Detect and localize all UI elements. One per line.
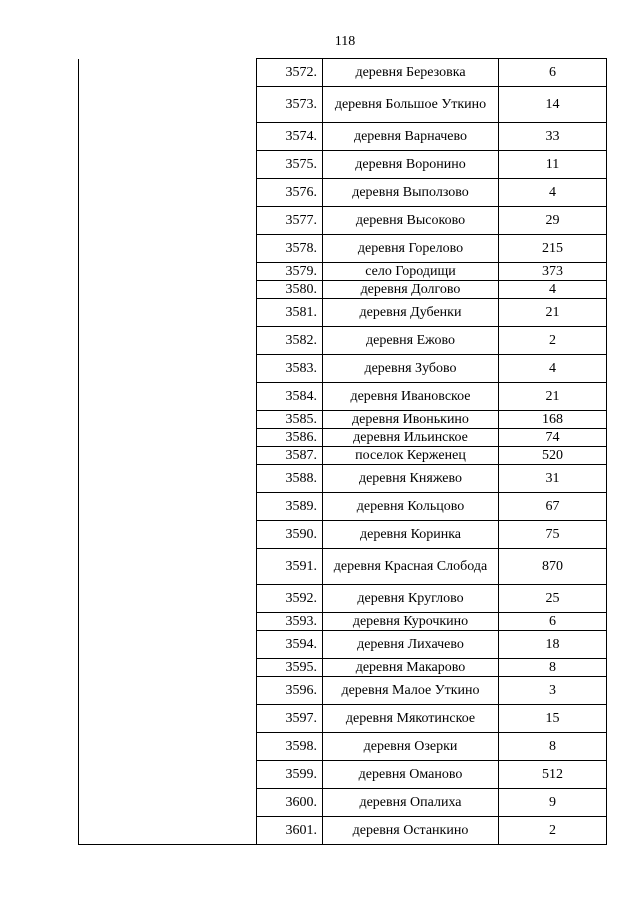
blank-cell [79, 447, 257, 465]
blank-cell [79, 207, 257, 235]
settlement-name-cell: деревня Лихачево [323, 631, 499, 659]
row-number-cell: 3574. [257, 123, 323, 151]
population-cell: 512 [499, 761, 607, 789]
row-number-cell: 3585. [257, 411, 323, 429]
population-cell: 11 [499, 151, 607, 179]
table-row [79, 355, 607, 383]
blank-cell [79, 631, 257, 659]
blank-cell [79, 659, 257, 677]
settlement-name-cell: поселок Керженец [323, 447, 499, 465]
settlement-name-cell: деревня Большое Уткино [323, 87, 499, 123]
table-body [79, 59, 607, 845]
settlement-name-cell: деревня Ивонькино [323, 411, 499, 429]
row-number-cell: 3595. [257, 659, 323, 677]
table-row [79, 677, 607, 705]
settlement-name-cell: деревня Долгово [323, 281, 499, 299]
table-row [79, 447, 607, 465]
row-number-cell: 3599. [257, 761, 323, 789]
blank-cell [79, 123, 257, 151]
table-row [79, 521, 607, 549]
population-cell: 33 [499, 123, 607, 151]
row-number-cell: 3573. [257, 87, 323, 123]
settlement-name-cell: деревня Курочкино [323, 613, 499, 631]
settlement-name-cell: деревня Березовка [323, 59, 499, 87]
table-row [79, 817, 607, 845]
settlement-name-cell: деревня Выползово [323, 179, 499, 207]
row-number-cell: 3589. [257, 493, 323, 521]
population-cell: 4 [499, 281, 607, 299]
population-cell: 21 [499, 383, 607, 411]
settlement-name-cell: деревня Дубенки [323, 299, 499, 327]
population-cell: 168 [499, 411, 607, 429]
row-number-cell: 3579. [257, 263, 323, 281]
population-cell: 75 [499, 521, 607, 549]
blank-cell [79, 429, 257, 447]
population-cell: 21 [499, 299, 607, 327]
table-row [79, 87, 607, 123]
row-number-cell: 3593. [257, 613, 323, 631]
blank-cell [79, 383, 257, 411]
population-cell: 18 [499, 631, 607, 659]
blank-cell [79, 59, 257, 87]
population-cell: 25 [499, 585, 607, 613]
blank-cell [79, 493, 257, 521]
blank-cell [79, 151, 257, 179]
population-cell: 31 [499, 465, 607, 493]
table-row [79, 327, 607, 355]
blank-cell [79, 613, 257, 631]
table-row [79, 235, 607, 263]
blank-cell [79, 733, 257, 761]
settlement-name-cell: деревня Круглово [323, 585, 499, 613]
row-number-cell: 3583. [257, 355, 323, 383]
table-row [79, 411, 607, 429]
row-number-cell: 3584. [257, 383, 323, 411]
table-row [79, 207, 607, 235]
population-cell: 9 [499, 789, 607, 817]
row-number-cell: 3596. [257, 677, 323, 705]
settlement-name-cell: деревня Малое Уткино [323, 677, 499, 705]
row-number-cell: 3578. [257, 235, 323, 263]
row-number-cell: 3600. [257, 789, 323, 817]
table-row [79, 465, 607, 493]
blank-cell [79, 87, 257, 123]
blank-cell [79, 521, 257, 549]
row-number-cell: 3580. [257, 281, 323, 299]
settlement-name-cell: деревня Ивановское [323, 383, 499, 411]
population-cell: 29 [499, 207, 607, 235]
table-row [79, 151, 607, 179]
row-number-cell: 3597. [257, 705, 323, 733]
blank-cell [79, 817, 257, 845]
settlement-name-cell: деревня Зубово [323, 355, 499, 383]
settlement-name-cell: село Городищи [323, 263, 499, 281]
row-number-cell: 3588. [257, 465, 323, 493]
settlement-name-cell: деревня Коринка [323, 521, 499, 549]
population-cell: 215 [499, 235, 607, 263]
settlement-name-cell: деревня Озерки [323, 733, 499, 761]
settlement-name-cell: деревня Оманово [323, 761, 499, 789]
table-row [79, 179, 607, 207]
page-number: 118 [334, 34, 356, 49]
blank-cell [79, 355, 257, 383]
table-row [79, 705, 607, 733]
row-number-cell: 3592. [257, 585, 323, 613]
blank-cell [79, 789, 257, 817]
settlement-name-cell: деревня Ильинское [323, 429, 499, 447]
table-row [79, 631, 607, 659]
settlement-name-cell: деревня Кольцово [323, 493, 499, 521]
row-number-cell: 3586. [257, 429, 323, 447]
table-row [79, 299, 607, 327]
settlement-name-cell: деревня Княжево [323, 465, 499, 493]
settlement-name-cell: деревня Красная Слобода [323, 549, 499, 585]
table-row [79, 59, 607, 87]
table-row [79, 429, 607, 447]
population-cell: 4 [499, 355, 607, 383]
table-row [79, 281, 607, 299]
blank-cell [79, 281, 257, 299]
settlement-name-cell: деревня Горелово [323, 235, 499, 263]
blank-cell [79, 761, 257, 789]
table-row [79, 613, 607, 631]
table-row [79, 383, 607, 411]
blank-cell [79, 677, 257, 705]
population-cell: 6 [499, 613, 607, 631]
table-row [79, 123, 607, 151]
settlement-name-cell: деревня Ежово [323, 327, 499, 355]
table-row [79, 263, 607, 281]
population-cell: 15 [499, 705, 607, 733]
row-number-cell: 3576. [257, 179, 323, 207]
table-row [79, 493, 607, 521]
table-row [79, 789, 607, 817]
population-cell: 6 [499, 59, 607, 87]
population-cell: 3 [499, 677, 607, 705]
population-cell: 2 [499, 327, 607, 355]
row-number-cell: 3601. [257, 817, 323, 845]
blank-cell [79, 179, 257, 207]
population-cell: 373 [499, 263, 607, 281]
table-row [79, 761, 607, 789]
table-row [79, 585, 607, 613]
population-cell: 870 [499, 549, 607, 585]
population-cell: 74 [499, 429, 607, 447]
table-row [79, 733, 607, 761]
settlement-name-cell: деревня Макарово [323, 659, 499, 677]
row-number-cell: 3582. [257, 327, 323, 355]
row-number-cell: 3581. [257, 299, 323, 327]
row-number-cell: 3591. [257, 549, 323, 585]
population-cell: 8 [499, 733, 607, 761]
settlement-name-cell: деревня Воронино [323, 151, 499, 179]
row-number-cell: 3598. [257, 733, 323, 761]
settlement-name-cell: деревня Высоково [323, 207, 499, 235]
table-row [79, 659, 607, 677]
blank-cell [79, 235, 257, 263]
blank-cell [79, 705, 257, 733]
blank-cell [79, 299, 257, 327]
settlement-name-cell: деревня Мякотинское [323, 705, 499, 733]
row-number-cell: 3594. [257, 631, 323, 659]
settlement-name-cell: деревня Опалиха [323, 789, 499, 817]
row-number-cell: 3572. [257, 59, 323, 87]
table-row [79, 549, 607, 585]
row-number-cell: 3575. [257, 151, 323, 179]
population-cell: 2 [499, 817, 607, 845]
blank-cell [79, 411, 257, 429]
population-cell: 520 [499, 447, 607, 465]
settlement-name-cell: деревня Останкино [323, 817, 499, 845]
row-number-cell: 3587. [257, 447, 323, 465]
blank-cell [79, 327, 257, 355]
population-cell: 8 [499, 659, 607, 677]
blank-cell [79, 585, 257, 613]
row-number-cell: 3577. [257, 207, 323, 235]
population-cell: 4 [499, 179, 607, 207]
blank-cell [79, 465, 257, 493]
row-number-cell: 3590. [257, 521, 323, 549]
population-cell: 67 [499, 493, 607, 521]
settlements-table [78, 58, 607, 845]
population-cell: 14 [499, 87, 607, 123]
settlement-name-cell: деревня Варначево [323, 123, 499, 151]
blank-cell [79, 263, 257, 281]
blank-cell [79, 549, 257, 585]
